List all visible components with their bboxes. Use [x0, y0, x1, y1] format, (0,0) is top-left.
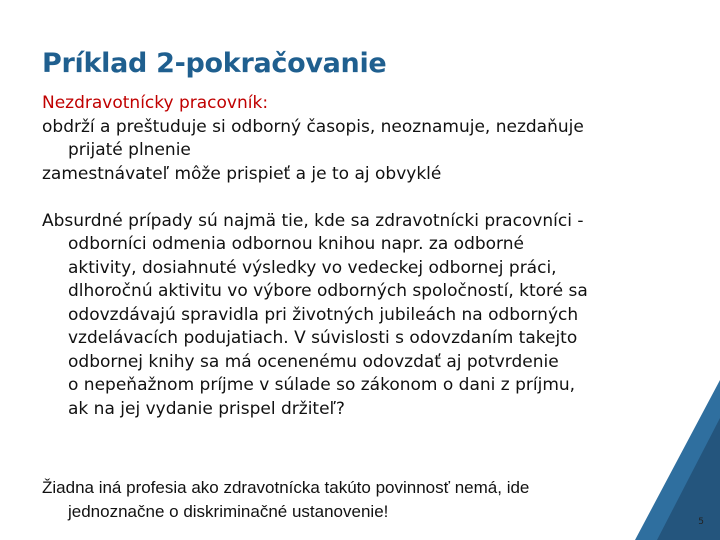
- body-line: obdrží a preštuduje si odborný časopis, neoznamuje, nezdaňuje: [42, 116, 584, 137]
- paragraph-line: odbornej knihy sa má ocenenému odovzdať aj potvrdenie: [68, 351, 559, 372]
- body-line: zamestnávateľ môže prispieť a je to aj obvyklé: [42, 163, 442, 184]
- paragraph-line: odovzdávajú spravidla pri životných jubileách na odborných: [68, 304, 579, 325]
- paragraph-line: Absurdné prípady sú najmä tie, kde sa zdravotnícki pracovníci -: [42, 210, 584, 231]
- corner-decoration-icon: [635, 380, 720, 540]
- paragraph-line: o nepeňažnom príjme v súlade so zákonom o dani z príjmu,: [68, 375, 576, 395]
- paragraph-line: dlhoročnú aktivitu vo výbore odborných spoločností, ktoré sa: [68, 281, 588, 301]
- conclusion: [42, 476, 702, 523]
- paragraph-line: vzdelávacích podujatiach. V súvislosti s odovzdaním takejto: [68, 328, 578, 348]
- page-number: 5: [698, 517, 704, 527]
- slide-body: [42, 92, 692, 421]
- slide-title: Príklad 2-pokračovanie: [42, 48, 387, 79]
- paragraph-line: odborníci odmenia odbornou knihou napr. za odborné: [68, 234, 524, 254]
- paragraph-line: ak na jej vydanie prispel držiteľ?: [68, 398, 345, 419]
- body-line-heading: Nezdravotnícky pracovník:: [42, 93, 269, 113]
- conclusion-line: Žiadna iná profesia ako zdravotnícka takúto povinnosť nemá, ide: [42, 478, 530, 497]
- conclusion-line: jednoznačne o diskriminačné ustanovenie!: [68, 501, 389, 521]
- paragraph-line: aktivity, dosiahnuté výsledky vo vedeckej odbornej práci,: [68, 257, 557, 278]
- spacer: [42, 186, 692, 210]
- body-line: prijaté plnenie: [68, 140, 191, 160]
